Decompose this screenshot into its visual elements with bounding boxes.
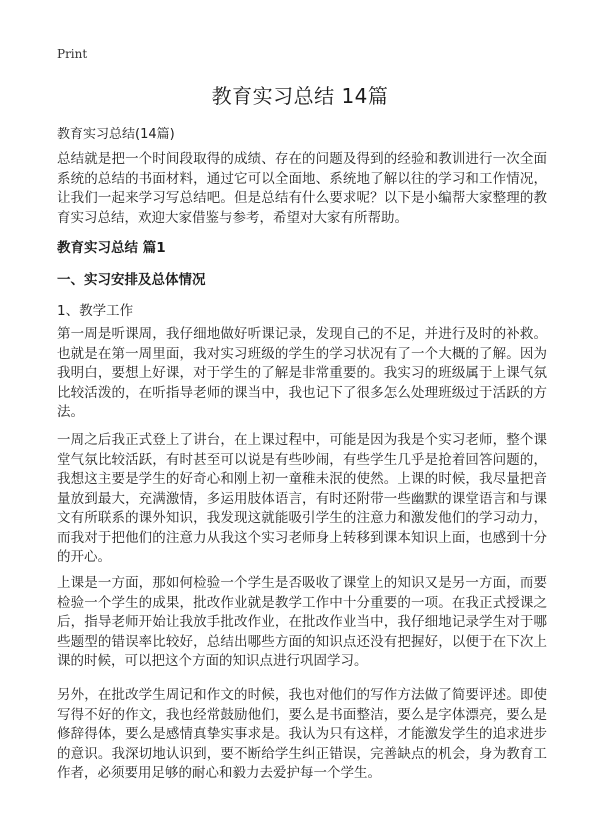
body-paragraph-3: 上课是一方面，那如何检验一个学生是否吸收了课堂上的知识又是另一方面，而要检验一个学生的成果，批改作业就是教学工作中十分重要的一项。在我正式授课之后，指导老师开始让我放手批改作业，在批改作业当中，我仔细地记录学生对于哪些题型的错误率比较好，总结出哪些方面的知识点还没有把握好，以便于在下次上课的时候，可以把这个方面的知识点进行巩固学习。 [57, 575, 547, 669]
document-subtitle: 教育实习总结(14篇) [57, 127, 175, 142]
subsection-heading: 一、实习安排及总体情况 [57, 272, 206, 288]
body-paragraph-1: 第一周是听课周，我仔细地做好听课记录，发现自己的不足，并进行及时的补救。也就是在第一周里面，我对实习班级的学生的学习状况有了一个大概的了解。因为我明白，要想上好课，对于学生的了解是非常重要的。我实习的班级属于上课气氛比较活泼的，在听指导老师的课当中，我也记下了很多怎么处理班级过于活跃的方法。 [57, 326, 547, 420]
body-paragraph-4: 另外，在批改学生周记和作文的时候，我也对他们的写作方法做了简要评述。即使写得不好的作文，我也经常鼓励他们，要么是书面整洁，要么是字体漂亮，要么是修辞得体，要么是感情真挚实事求是。我认为只有这样，才能激发学生的追求进步的意识。我深切地认识到，要不断给学生纠正错误，完善缺点的机会，身为教育工作者，必须要用足够的耐心和毅力去爱护每一个学生。 [57, 687, 547, 781]
body-paragraph-2: 一周之后我正式登上了讲台，在上课过程中，可能是因为我是个实习老师，整个课堂气氛比较活跃，有时甚至可以说是有些吵闹，有些学生几乎是抢着回答问题的，我想这主要是学生的好奇心和刚上初一童稚未泯的使然。上课的时候，我尽量把音量放到最大，充满激情，多运用肢体语言，有时还附带一些幽默的课堂语言和与课文有所联系的课外知识，我发现这就能吸引学生的注意力和激发他们的学习动力，而我对于把他们的注意力从我这个实习老师身上转移到课本知识上面，也感到十分的开心。 [57, 432, 547, 565]
document-title: 教育实习总结 14篇 [211, 84, 389, 108]
intro-paragraph: 总结就是把一个时间段取得的成绩、存在的问题及得到的经验和教训进行一次全面系统的总结的书面材料，通过它可以全面地、系统地了解以往的学习和工作情况，让我们一起来学习写总结吧。但是总结有什么要求呢？以下是小编帮大家整理的教育实习总结，欢迎大家借鉴与参考，希望对大家有所帮助。 [57, 151, 547, 226]
item-heading: 1、教学工作 [57, 303, 134, 319]
print-label: Print [57, 47, 88, 61]
section-heading: 教育实习总结 篇1 [57, 240, 166, 256]
